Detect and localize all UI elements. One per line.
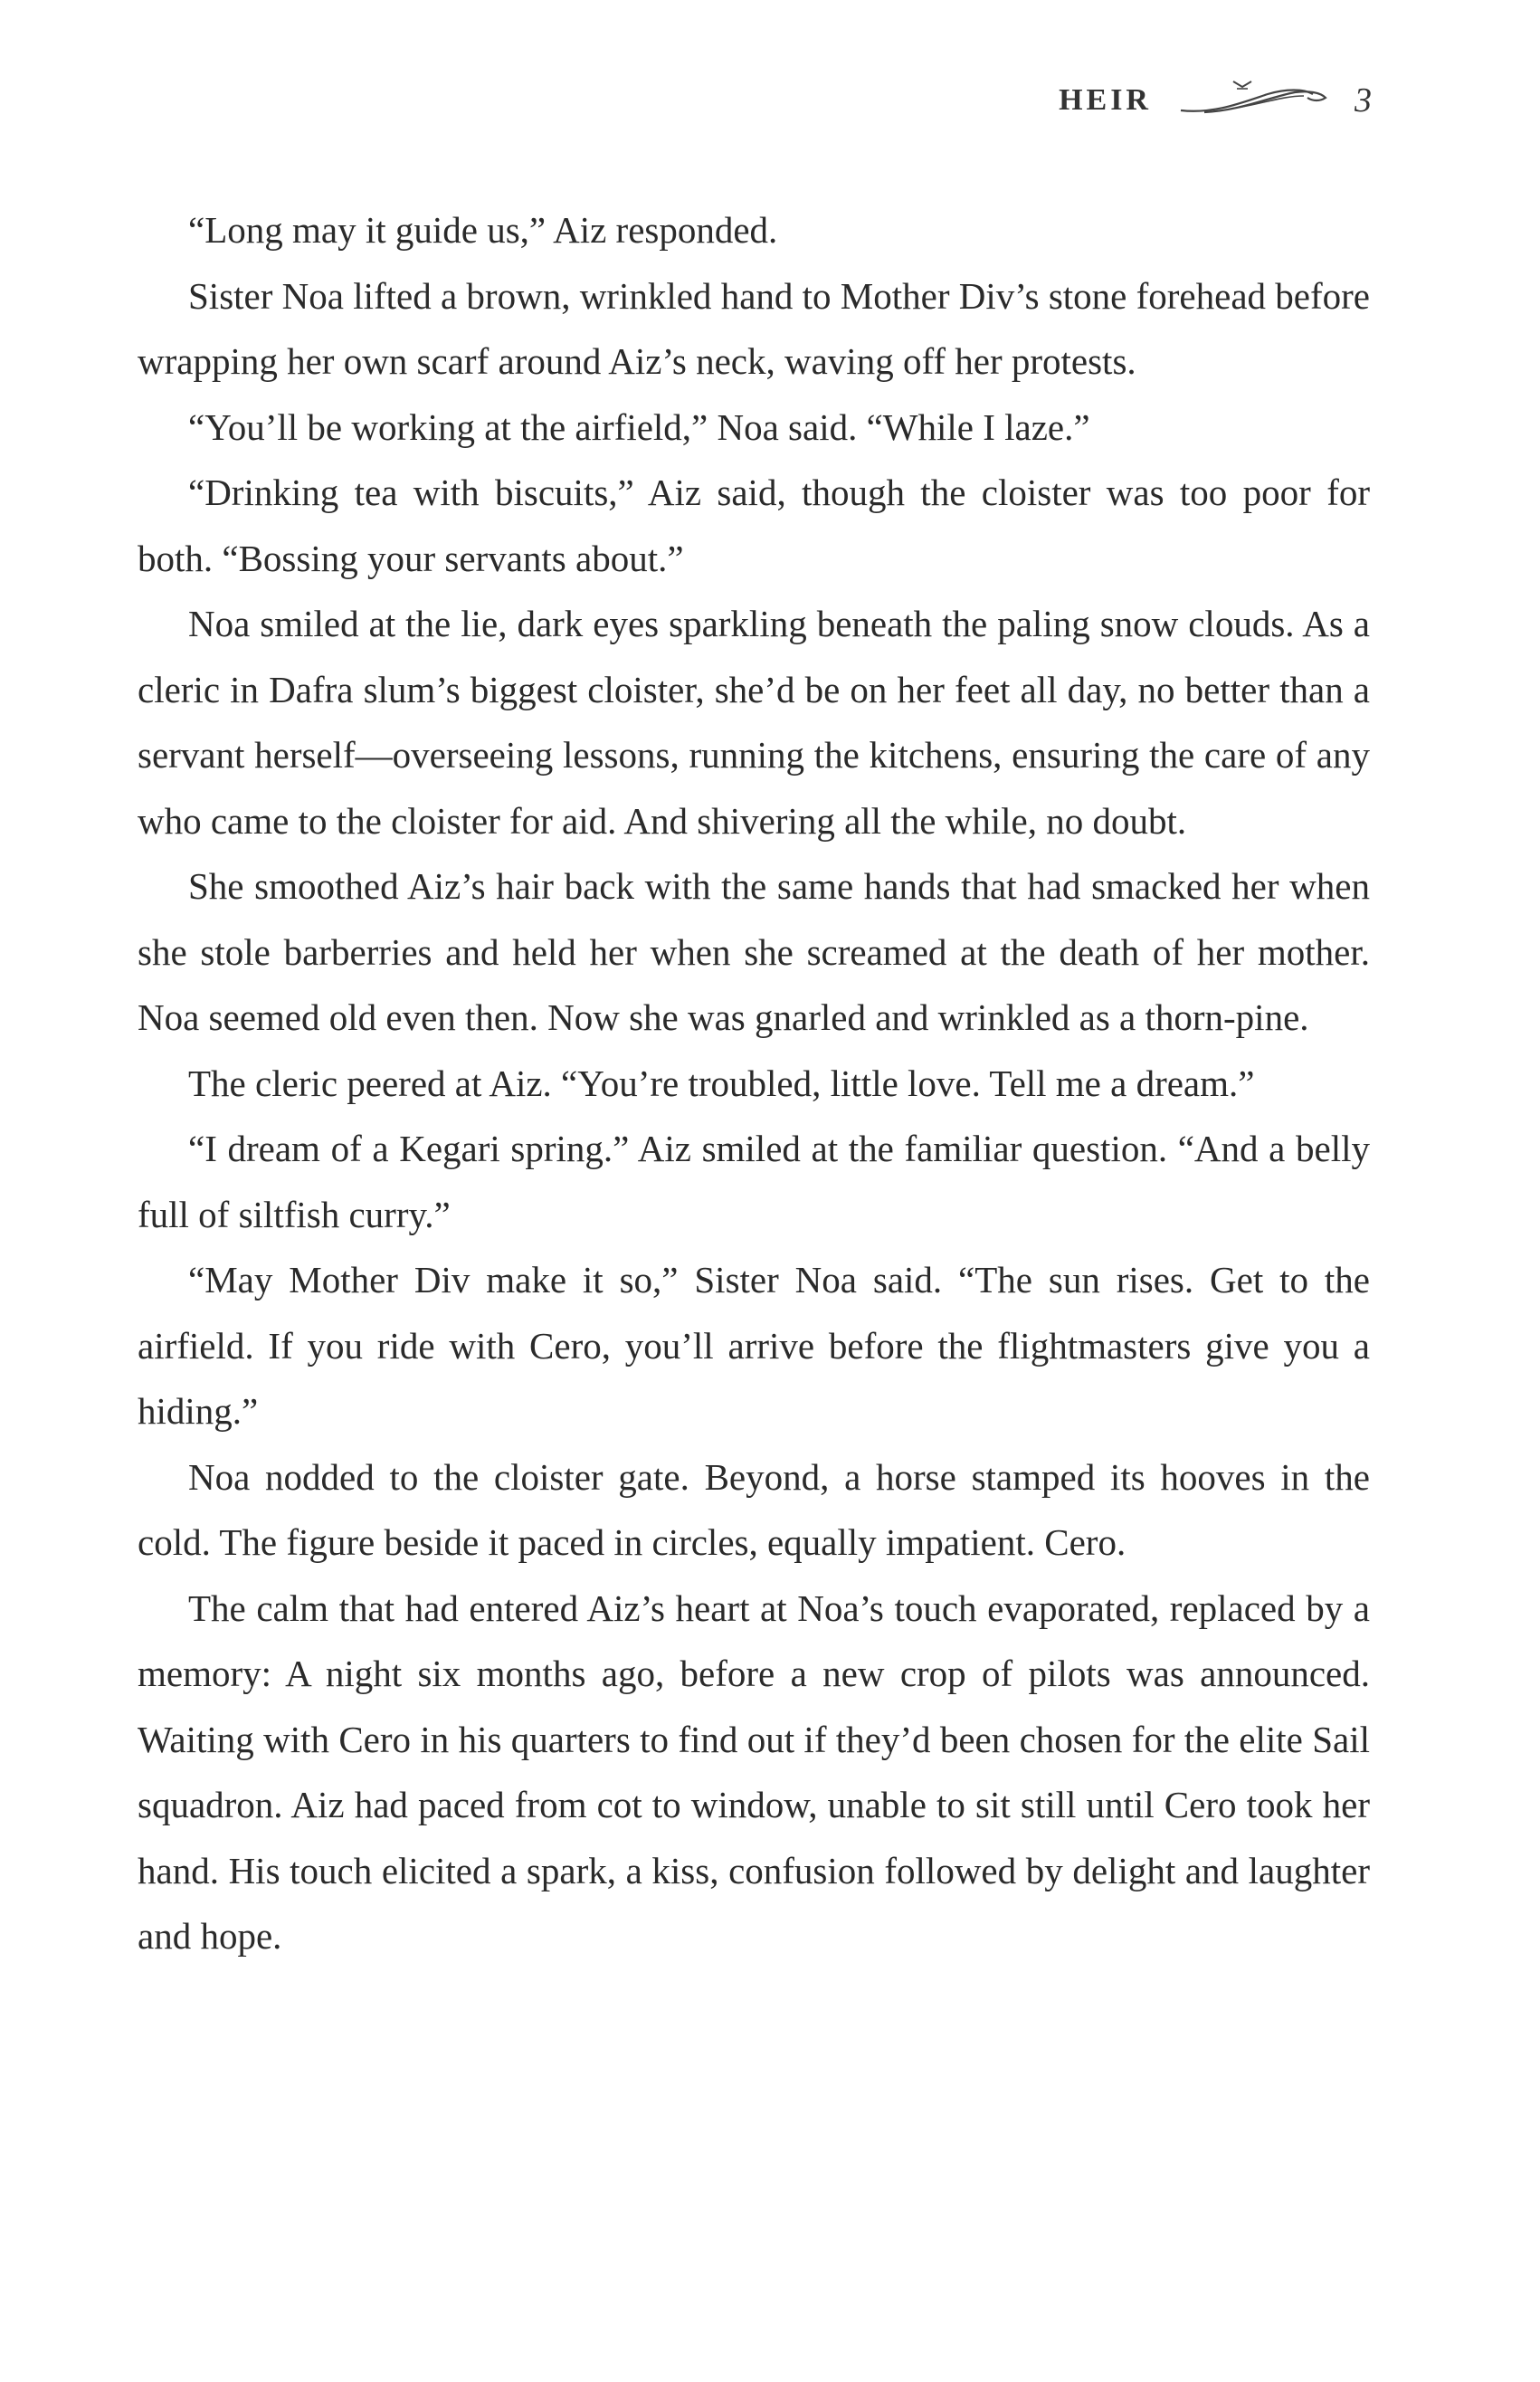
paragraph: Noa smiled at the lie, dark eyes sparkling beneath the paling snow clouds. As a cleric in Dafra slum’s biggest cloister, she’d be on her feet all day, no better than a servant herself—overseeing lessons, running the kitchens, ensuring the care of any who came to the cloister for aid. And shivering all the while, no doubt. [138, 603, 1370, 842]
paragraph: “May Mother Div make it so,” Sister Noa said. “The sun rises. Get to the airfield. If you ride with Cero, you’ll arrive before the flightmasters give you a hiding.” [138, 1259, 1370, 1432]
page-number: 3 [1355, 81, 1372, 119]
body-text [138, 197, 1370, 1969]
swash-ornament-icon [1177, 78, 1331, 123]
paragraph: The calm that had entered Aiz’s heart at Noa’s touch evaporated, replaced by a memory: A night six months ago, before a new crop of pilots was announced. Waiting with Cero in his quarters to find out if they’d been chosen for the elite Sail squadron. Aiz had paced from cot to window, unable to sit still until Cero took her hand. His touch elicited a spark, a kiss, confusion followed by delight and laughter and hope. [138, 1586, 1370, 1957]
paragraph: Noa nodded to the cloister gate. Beyond, a horse stamped its hooves in the cold. The figure beside it paced in circles, equally impatient. Cero. [138, 1455, 1370, 1563]
running-title: HEIR [1059, 83, 1152, 117]
running-header [1059, 78, 1372, 123]
paragraph: “Drinking tea with biscuits,” Aiz said, though the cloister was too poor for both. “Bossing your servants about.” [138, 472, 1370, 579]
paragraph: The cleric peered at Aiz. “You’re troubled, little love. Tell me a dream.” [188, 1062, 1255, 1104]
paragraph: “Long may it guide us,” Aiz responded. [188, 209, 778, 251]
paragraph: She smoothed Aiz’s hair back with the same hands that had smacked her when she stole barberries and held her when she screamed at the death of her mother. Noa seemed old even then. Now she was gnarled and wrinkled as a thorn-pine. [138, 865, 1370, 1038]
paragraph: Sister Noa lifted a brown, wrinkled hand to Mother Div’s stone forehead before wrapping her own scarf around Aiz’s neck, waving off her protests. [138, 274, 1370, 382]
paragraph: “I dream of a Kegari spring.” Aiz smiled at the familiar question. “And a belly full of siltfish curry.” [138, 1128, 1370, 1235]
paragraph: “You’ll be working at the airfield,” Noa said. “While I laze.” [188, 405, 1090, 448]
